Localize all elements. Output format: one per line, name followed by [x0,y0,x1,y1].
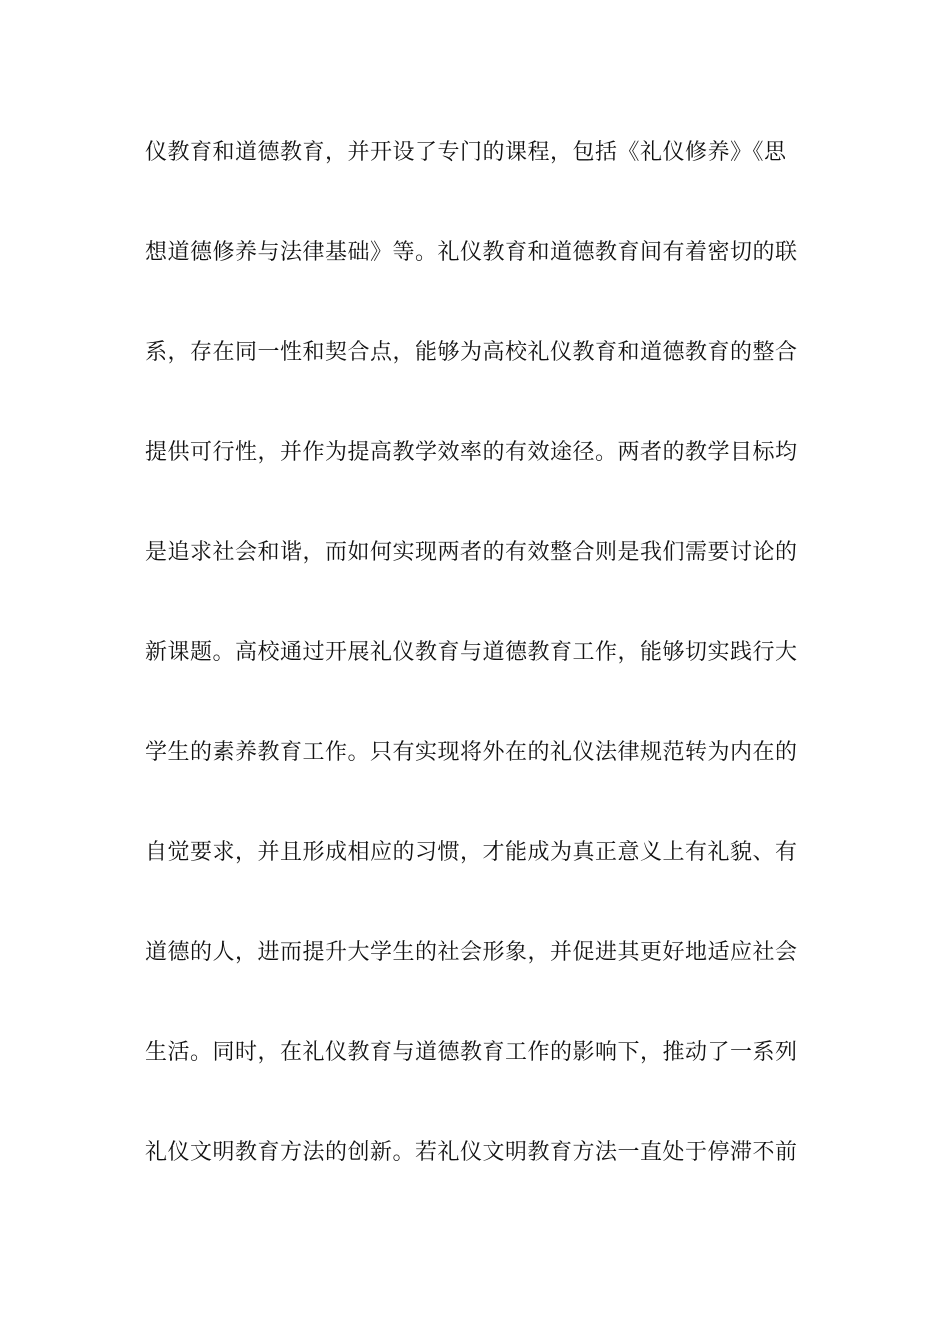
text-line: 道德的人，进而提升大学生的社会形象，并促进其更好地适应社会 [145,940,798,965]
text-line: 想道德修养与法律基础》等。礼仪教育和道德教育间有着密切的联 [145,240,798,265]
text-line: 学生的素养教育工作。只有实现将外在的礼仪法律规范转为内在的 [145,740,798,765]
text-line: 生活。同时，在礼仪教育与道德教育工作的影响下，推动了一系列 [145,1040,798,1065]
text-line: 新课题。高校通过开展礼仪教育与道德教育工作，能够切实践行大 [145,640,798,665]
text-line: 是追求社会和谐，而如何实现两者的有效整合则是我们需要讨论的 [145,540,798,565]
text-line: 提供可行性，并作为提高教学效率的有效途径。两者的教学目标均 [145,440,798,465]
text-line: 礼仪文明教育方法的创新。若礼仪文明教育方法一直处于停滞不前 [145,1140,798,1165]
text-line: 自觉要求，并且形成相应的习惯，才能成为真正意义上有礼貌、有 [145,840,798,865]
body-paragraph [145,133,815,1233]
text-line: 系，存在同一性和契合点，能够为高校礼仪教育和道德教育的整合 [145,340,798,365]
text-line: 仪教育和道德教育，并开设了专门的课程，包括《礼仪修养》《思 [145,140,787,165]
